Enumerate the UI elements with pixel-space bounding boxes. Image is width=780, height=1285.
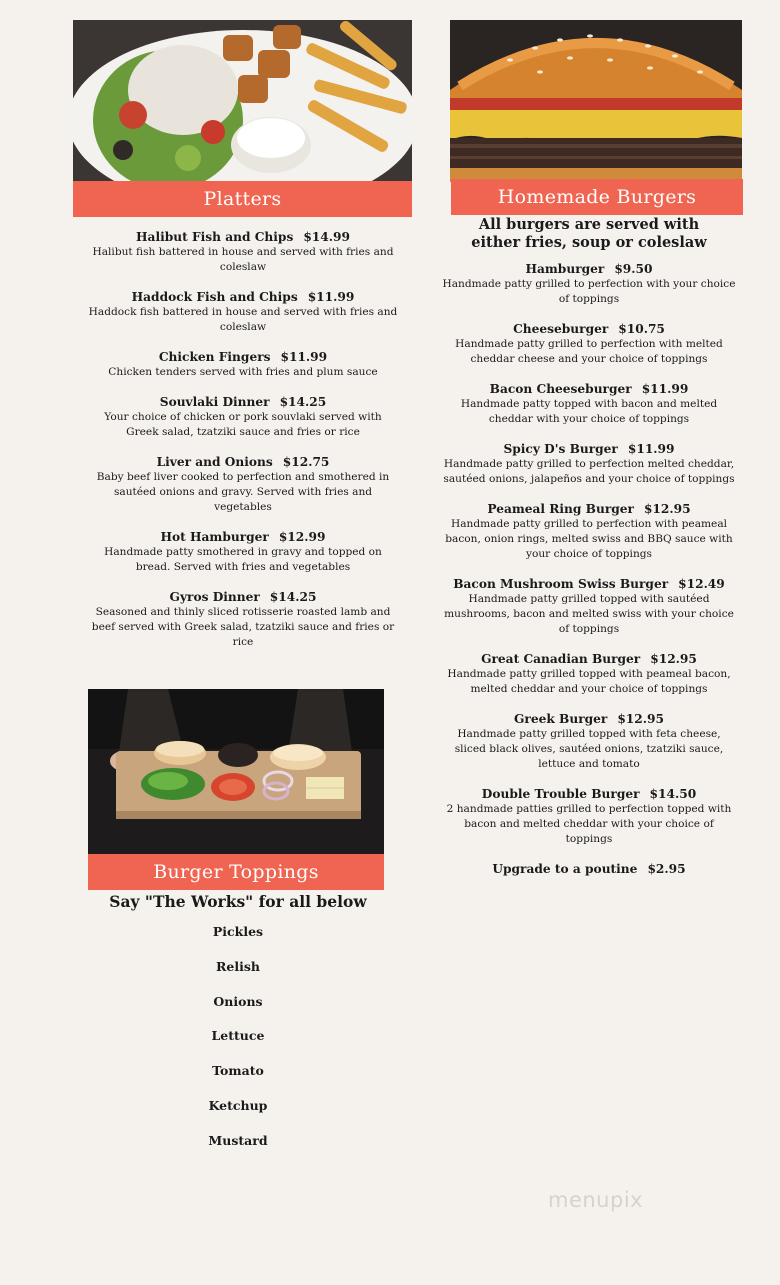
burger-item [438,576,740,637]
burger-item [438,261,740,307]
topping-item: Ketchup [208,1097,268,1113]
item-description: Handmade patty grilled topped with sautéed mushrooms, bacon and melted swiss with your choice of toppings [444,593,734,635]
platters-photo [73,20,412,183]
toppings-photo [88,689,384,856]
burger-item [438,711,740,772]
platter-item [84,589,402,650]
burger-item [438,321,740,367]
burger-item [438,651,740,697]
burgers-note: All burgers are served with either fries, soup or coleslaw [471,216,707,251]
item-price: $11.99 [641,382,689,396]
item-name: Bacon Mushroom Swiss Burger [453,577,669,591]
platters-list [84,229,402,664]
item-price: $11.99 [280,350,328,364]
item-price: $11.99 [307,290,355,304]
topping-item: Lettuce [211,1028,265,1044]
item-description: Handmade patty grilled to perfection melted cheddar, sautéed onions, jalapeños and your choice of toppings [443,458,735,485]
item-price: $9.50 [614,262,653,276]
item-price: $12.95 [650,652,697,666]
item-description: Baby beef liver cooked to perfection and smothered in sautéed onions and gravy. Served with fries and vegetables [96,471,390,513]
burgers-list [438,216,740,891]
burger-item [438,381,740,427]
item-name: Greek Burger [514,712,608,726]
topping-item: Tomato [212,1063,264,1079]
item-description: Handmade patty grilled to perfection with your choice of toppings [442,278,736,305]
item-description: Handmade patty grilled topped with peameal bacon, melted cheddar and your choice of toppings [447,668,731,695]
item-price: $12.95 [617,712,664,726]
toppings-note: Say "The Works" for all below [109,892,367,911]
item-name: Spicy D's Burger [503,442,618,456]
item-price: $14.50 [649,787,697,801]
menupix-watermark: menupix [548,1188,644,1212]
topping-item: Relish [216,958,260,974]
item-description: Handmade patty grilled topped with feta cheese, sliced black olives, sautéed onions, tzatziki sauce, lettuce and tomato [454,728,724,770]
item-name: Souvlaki Dinner [159,395,270,409]
item-price: $12.95 [643,502,691,516]
platter-item [84,454,402,515]
upgrade-item [438,861,740,877]
item-description: Seasoned and thinly sliced rotisserie roasted lamb and beef served with Greek salad, tzatziki sauce and fries or rice [91,606,395,648]
item-description: Your choice of chicken or pork souvlaki served with Greek salad, tzatziki sauce and fries or rice [104,411,382,438]
item-description: Handmade patty topped with bacon and melted cheddar with your choice of toppings [460,398,718,425]
burger-item [438,441,740,487]
item-name: Chicken Fingers [158,350,271,364]
item-name: Hot Hamburger [160,530,269,544]
burger-item [438,786,740,847]
toppings-list [88,893,388,1167]
item-name: Great Canadian Burger [481,652,641,666]
burgers-banner: Homemade Burgers [451,179,743,215]
item-name: Haddock Fish and Chips [131,290,298,304]
item-name: Gyros Dinner [169,590,260,604]
item-name: Bacon Cheeseburger [489,382,632,396]
item-description: Halibut fish battered in house and served with fries and coleslaw [92,246,394,273]
platter-item [84,289,402,335]
item-price: $14.25 [269,590,317,604]
item-price: $14.25 [279,395,327,409]
upgrade-price: $2.95 [647,862,686,876]
item-name: Peameal Ring Burger [487,502,634,516]
item-name: Halibut Fish and Chips [136,230,294,244]
item-price: $12.75 [282,455,330,469]
item-price: $12.99 [278,530,326,544]
platter-item [84,349,402,380]
item-price: $11.99 [627,442,675,456]
item-description: Chicken tenders served with fries and plum sauce [108,366,378,378]
item-price: $12.49 [678,577,725,591]
item-description: Haddock fish battered in house and served with fries and coleslaw [88,306,398,333]
toppings-banner: Burger Toppings [88,854,384,890]
burger-photo [450,20,742,182]
item-name: Liver and Onions [156,455,273,469]
platter-item [84,529,402,575]
platter-item [84,394,402,440]
topping-item: Mustard [208,1132,268,1148]
burger-item [438,501,740,562]
item-description: Handmade patty grilled to perfection with peameal bacon, onion rings, melted swiss and BBQ sauce with your choice of toppings [445,518,733,560]
upgrade-name: Upgrade to a poutine [492,862,638,876]
item-name: Double Trouble Burger [481,787,640,801]
item-name: Hamburger [525,262,605,276]
item-price: $10.75 [618,322,665,336]
platter-item [84,229,402,275]
item-description: Handmade patty grilled to perfection with melted cheddar cheese and your choice of toppings [455,338,723,365]
item-price: $14.99 [303,230,350,244]
item-description: Handmade patty smothered in gravy and topped on bread. Served with fries and vegetables [104,546,382,573]
platters-banner: Platters [73,181,412,217]
topping-item: Onions [213,993,263,1009]
item-description: 2 handmade patties grilled to perfection topped with bacon and melted cheddar with your choice of toppings [446,803,732,845]
item-name: Cheeseburger [513,322,609,336]
topping-item: Pickles [212,924,264,939]
